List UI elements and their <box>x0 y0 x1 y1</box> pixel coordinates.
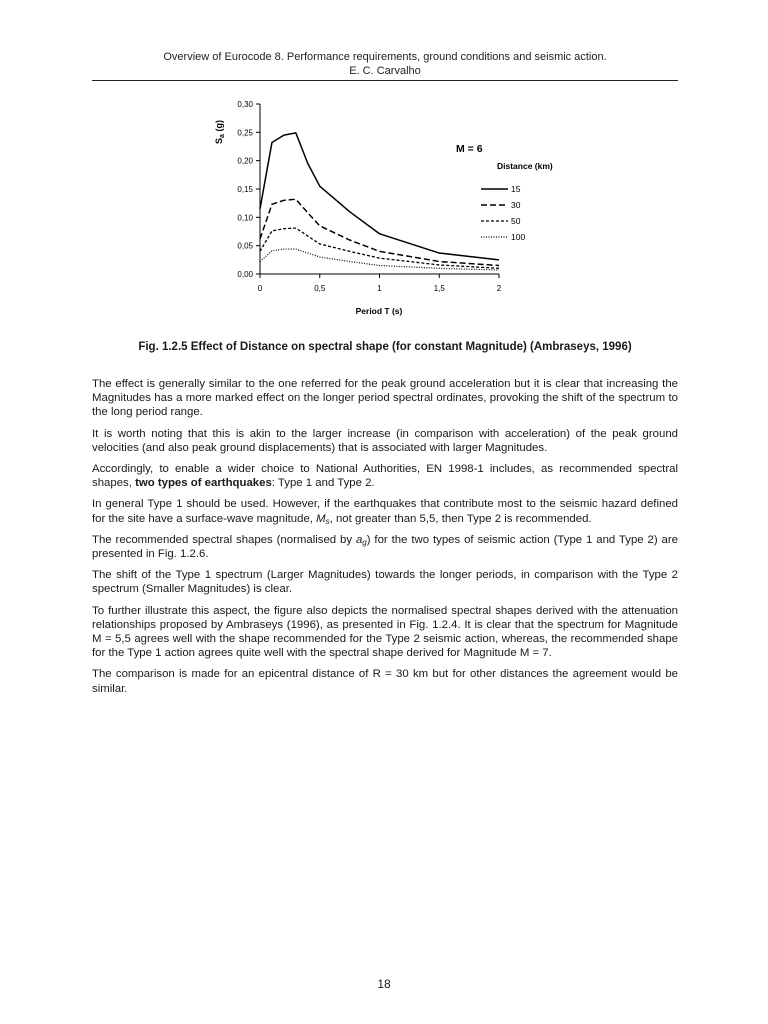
header-title: Overview of Eurocode 8. Performance requirements, ground conditions and seismic action. <box>163 51 607 63</box>
x-tick-label: 0 <box>257 284 263 293</box>
distance-spectra-chart <box>200 92 553 324</box>
y-axis-label: $S_a$ (g) <box>214 120 226 144</box>
paragraph-4: In general Type 1 should be used. However, if the earthquakes that contribute most to the seismic hazard defined for the site have a surface-wave magnitude, $M_s$, not greater than 5,5, then Type 2 is recommended. <box>92 498 678 526</box>
symbol-ag: $a_g$ <box>355 533 367 547</box>
legend <box>481 184 525 242</box>
paragraph-3: Accordingly, to enable a wider choice to National Authorities, EN 1998-1 includes, as recommended spectral shapes, two types of earthquakes: Type 1 and Type 2. <box>92 463 678 490</box>
paragraph-2: It is worth noting that this is akin to the larger increase (in comparison with acceleration) of the peak ground velocities (and also peak ground displacements) that is associated with larger Magnitudes. <box>92 427 678 454</box>
x-tick-label: 1 <box>377 284 382 293</box>
legend-label-30: 30 <box>511 200 521 210</box>
paragraph-5: The recommended spectral shapes (normalised by $a_g$) for the two types of seismic action (Type 1 and Type 2) are presented in Fig. 1.2.6. <box>92 533 678 561</box>
y-tick-label: 0,05 <box>237 241 253 251</box>
header-author: E. C. Carvalho <box>349 65 421 77</box>
page-number: 18 <box>377 977 391 991</box>
y-tick-label: 0,30 <box>237 100 253 109</box>
legend-label-50: 50 <box>511 216 521 226</box>
y-tick-label: 0,20 <box>237 156 253 166</box>
header-rule <box>92 80 678 81</box>
paragraph-7: To further illustrate this aspect, the figure also depicts the normalised spectral shapes derived with the attenuation relationships proposed by Ambraseys (1996), as presented in Fig. 1.2.4. It is clear that the spectrum for Magnitude M = 5,5 agrees well with the shape recommended for the Type 2 seismic action, whereas, the recommended shape for the Type 1 action agrees quite well with the spectral shape derived for Magnitude M = 7. <box>92 604 678 660</box>
x-axis-label: Period T (s) <box>355 306 403 316</box>
symbol-ms: $M_s$ <box>316 512 330 526</box>
x-tick-label: 2 <box>496 284 502 293</box>
legend-title: Distance (km) <box>497 161 553 171</box>
y-tick-label: 0,00 <box>237 270 253 279</box>
paragraph-1: The effect is generally similar to the one referred for the peak ground acceleration but it is clear that increasing the Magnitudes has a more marked effect on the longer period spectral ordinates, provoking the shift of the spectrum to the long period range. <box>92 378 678 419</box>
y-axis <box>237 100 260 279</box>
legend-label-15: 15 <box>511 184 521 194</box>
x-tick-label: 0,5 <box>314 284 326 293</box>
paragraph-6: The shift of the Type 1 spectrum (Larger Magnitudes) towards the longer periods, in comparison with the Type 2 spectrum (Smaller Magnitudes) is clear. <box>92 569 678 596</box>
paragraph-8: The comparison is made for an epicentral distance of R = 30 km but for other distances the agreement would be similar. <box>92 668 678 695</box>
page-header <box>92 50 678 78</box>
y-tick-label: 0,25 <box>237 128 253 138</box>
y-tick-label: 0,15 <box>237 185 253 194</box>
x-axis <box>258 274 502 293</box>
figure-caption: Fig. 1.2.5 Effect of Distance on spectral shape (for constant Magnitude) (Ambraseys, 1996) <box>138 341 632 353</box>
y-tick-label: 0,10 <box>237 213 253 223</box>
emphasis-earthquake-types: two types of earthquakes <box>135 477 272 490</box>
x-tick-label: 1,5 <box>433 284 445 293</box>
magnitude-annotation: M = 6 <box>456 143 483 155</box>
body-text <box>92 377 678 703</box>
legend-label-100: 100 <box>511 232 526 242</box>
